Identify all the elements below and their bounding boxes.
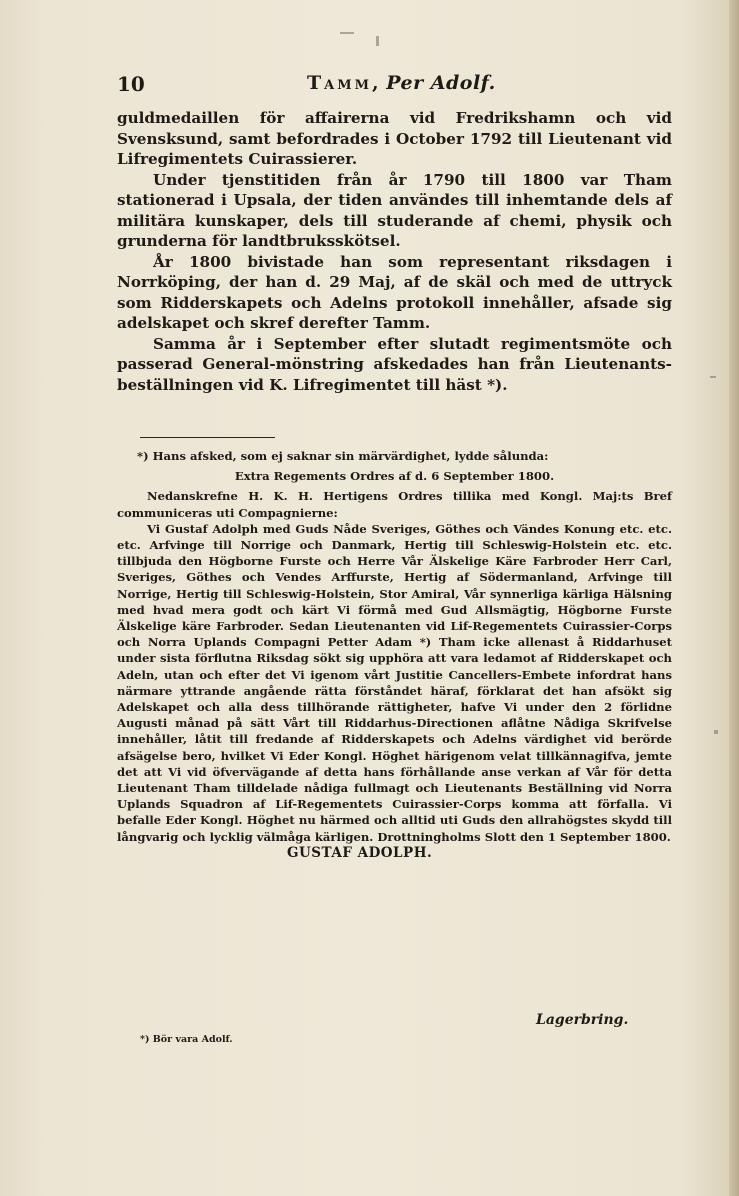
paper-speck [710, 376, 716, 378]
paragraph: År 1800 bivistade han som representant riksdagen i Norrköping, der han d. 29 Maj, af de skäl och med de uttryck som Ridderskapets och Adelns protokoll innehåller, afsade sig adelskapet och skref derefter Tamm. [117, 252, 672, 332]
bottom-footnote: *) Bör vara Adolf. [140, 1034, 233, 1045]
page-number: 10 [117, 72, 145, 96]
page-header [117, 70, 672, 100]
footnote-heading: Extra Regements Ordres af d. 6 September 1800. [234, 469, 555, 484]
main-text [117, 108, 672, 395]
author-given-name: Per Adolf. [386, 72, 496, 94]
page-edge [729, 0, 739, 1196]
paper-speck [714, 730, 718, 734]
footnote [117, 448, 672, 861]
footnote-addressee: Nedanskrefne H. K. H. Hertigens Ordres tillika med Kongl. Maj:ts Bref communiceras uti Compagnierne: [117, 489, 672, 520]
running-head: Tamm, Per Adolf. [307, 72, 496, 94]
paragraph: Under tjenstitiden från år 1790 till 1800 var Tham stationerad i Upsala, der tiden användes till inhemtande dels af militära kunskaper, dels till studerande af chemi, physik och grunderna för landtbruksskötsel. [117, 170, 672, 250]
signature-king: GUSTAF ADOLPH. [287, 844, 433, 861]
paper-speck [376, 36, 379, 46]
footnote-intro: *) Hans afsked, som ej saknar sin märvärdighet, lydde sålunda: [137, 449, 549, 463]
signature-countersign: Lagerbring. [536, 1012, 629, 1028]
paragraph: guldmedaillen för affairerna vid Fredrikshamn och vid Svensksund, samt befordrades i October 1792 till Lieutenant vid Lifregimentets Cuirassierer. [117, 109, 672, 168]
footnote-letter: Vi Gustaf Adolph med Guds Nåde Sveriges, Göthes och Vändes Konung etc. etc. etc. Arfvinge till Norrige och Danmark, Hertig till Schleswig-Holstein etc. etc. tillbjuda den Högborne Furste och Herre Vår Älskelige Käre Farbroder Herr Carl, Sveriges, Göthes och Vendes Arffurste, Hertig af Södermanland, Arfvinge till Norrige, Hertig till Schleswig-Holstein, Stor Amiral, Vår synnerliga kärliga Hälsning med hvad mera godt och kärt Vi förmå med Gud Allsmägtig, Högborne Furste Älskelige käre Farbroder. Sedan Lieutenanten vid Lif-Regementets Cuirassier-Corps och Norra Uplands Compagni Petter Adam *) Tham icke allenast å Riddarhuset under sista förflutna Riksdag sökt sig upphöra att vara ledamot af Ridderskapet och Adeln, utan och efter det Vi igenom vårt Justitie Cancellers-Embete infordrat hans närmare yttrande angående rätta förståndet häraf, förklarat det han afsökt sig Adelskapet och alla dess tillhörande rättigheter, hafve Vi under den 2 förlidne Augusti månad på sätt Vårt till Riddarhus-Directionen aflåtne Nådiga Skrifvelse innehåller, låtit till fredande af Ridderskapets och Adelns värdighet vid berörde afsägelse bero, hvilket Vi Eder Kongl. Höghet härigenom velat tillkännagifva, jemte det att Vi vid öfvervägande af detta hans förhållande anse verkan af Vår för detta Lieutenant Tham tilldelade nådiga fullmagt och Lieutenants Beställning vid Norra Uplands Squadron af Lif-Regementets Cuirassier-Corps komma att förfalla. Vi befalle Eder Kongl. Höghet nu härmed och alltid uti Guds den allrahögstes skydd till långvarig och lycklig välmåga kärligen. Drottningholms Slott den 1 September 1800. [117, 521, 672, 844]
paragraph: Samma år i September efter slutadt regimentsmöte och passerad General-mönstring afskedades han från Lieutenants-beställningen vid K. Lifregimentet till häst *). [117, 334, 672, 394]
footnote-rule [140, 437, 275, 438]
paper-speck [340, 32, 354, 34]
author-surname: Tamm [307, 72, 373, 94]
